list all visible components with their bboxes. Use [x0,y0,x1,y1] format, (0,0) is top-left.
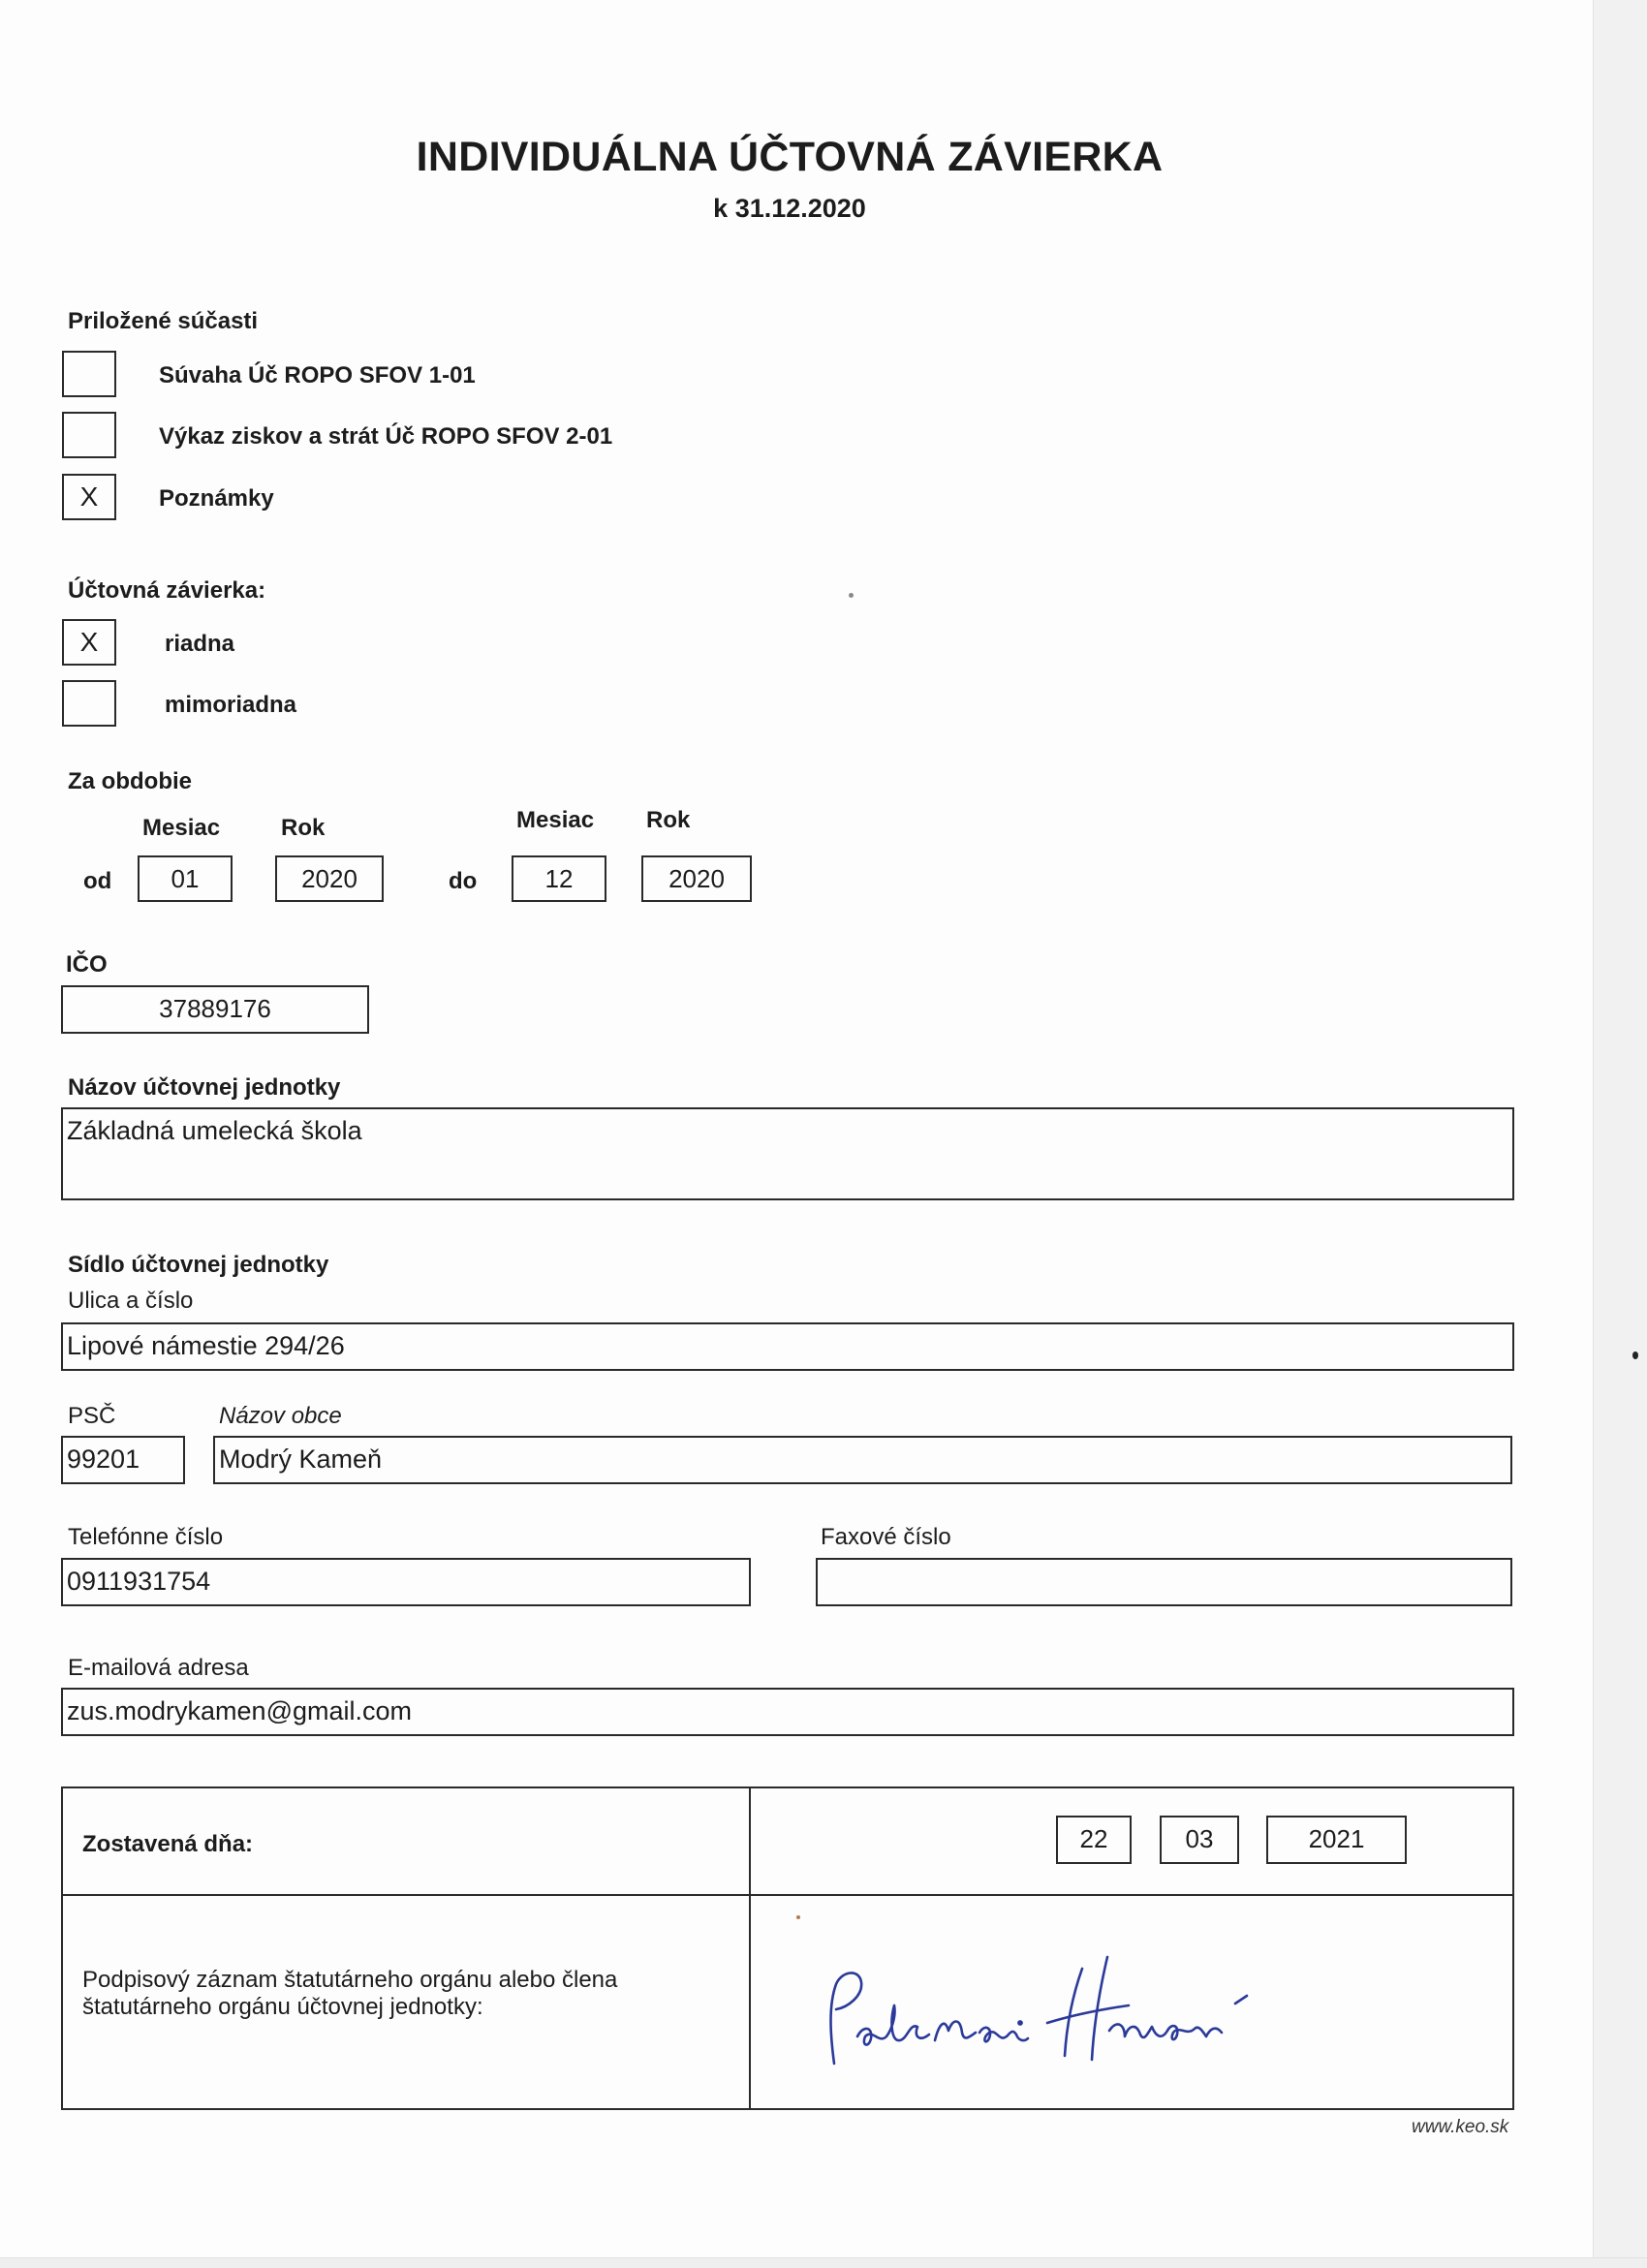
street-field[interactable]: Lipové námestie 294/26 [61,1322,1514,1371]
signature-label-line2: štatutárneho orgánu účtovnej jednotky: [82,1994,483,2020]
phone-field[interactable]: 0911931754 [61,1558,751,1606]
compiled-month-field[interactable]: 03 [1160,1816,1239,1864]
checkbox-balance-sheet[interactable] [62,351,116,397]
scan-speck [1632,1351,1638,1359]
ico-label: IČO [66,951,108,978]
scan-speck [796,1915,800,1919]
checkbox-extraordinary[interactable] [62,680,116,727]
entity-name-value: Základná umelecká škola [67,1116,362,1145]
fax-field[interactable] [816,1558,1512,1606]
checkbox-notes-label: Poznámky [159,485,274,512]
compiled-date-label: Zostavená dňa: [82,1831,254,1857]
compiled-year-field[interactable]: 2021 [1266,1816,1407,1864]
entity-name-field[interactable] [61,1107,1514,1200]
period-to-year-field[interactable]: 2020 [641,855,752,902]
scan-page-edge [1593,0,1647,2267]
period-to-month-field[interactable]: 12 [512,855,606,902]
ico-field[interactable]: 37889176 [61,985,369,1034]
period-to-year-label: Rok [646,807,691,833]
period-from-label: od [83,868,112,894]
checkbox-balance-sheet-label: Súvaha Úč ROPO SFOV 1-01 [159,362,476,388]
table-horizontal-divider [61,1894,1514,1896]
zip-label: PSČ [68,1403,116,1429]
document-date: k 31.12.2020 [713,194,866,223]
signature-label-line1: Podpisový záznam štatutárneho orgánu alebo člena [82,1967,618,1993]
checkbox-regular[interactable]: X [62,619,116,666]
checkbox-extraordinary-label: mimoriadna [165,692,297,718]
compiled-day-field[interactable]: 22 [1056,1816,1132,1864]
document-title: INDIVIDUÁLNA ÚČTOVNÁ ZÁVIERKA [416,134,1164,180]
checkbox-profit-loss-label: Výkaz ziskov a strát Úč ROPO SFOV 2-01 [159,423,613,450]
period-to-month-label: Mesiac [516,807,595,833]
fax-label: Faxové číslo [821,1524,951,1550]
city-label: Názov obce [219,1403,342,1429]
closing-type-heading: Účtovná závierka: [68,577,266,604]
period-from-month-label: Mesiac [142,815,221,841]
table-vertical-divider [749,1786,751,2110]
address-heading: Sídlo účtovnej jednotky [68,1252,329,1278]
checkbox-profit-loss[interactable] [62,412,116,458]
city-field[interactable]: Modrý Kameň [213,1436,1512,1484]
attachments-heading: Priložené súčasti [68,308,259,334]
period-to-label: do [449,868,478,894]
period-from-year-label: Rok [281,815,326,841]
scan-speck [849,593,854,598]
email-label: E-mailová adresa [68,1655,249,1681]
footer-site: www.keo.sk [1412,2117,1509,2137]
entity-name-label: Názov účtovnej jednotky [68,1074,341,1101]
checkbox-notes[interactable]: X [62,474,116,520]
period-from-year-field[interactable]: 2020 [275,855,384,902]
street-label: Ulica a číslo [68,1288,194,1314]
scan-page-bottom [0,2257,1647,2268]
checkbox-regular-label: riadna [165,631,235,657]
handwritten-signature [819,1947,1284,2083]
email-field[interactable]: zus.modrykamen@gmail.com [61,1688,1514,1736]
period-heading: Za obdobie [68,768,192,794]
phone-label: Telefónne číslo [68,1524,224,1550]
zip-field[interactable]: 99201 [61,1436,185,1484]
period-from-month-field[interactable]: 01 [138,855,233,902]
